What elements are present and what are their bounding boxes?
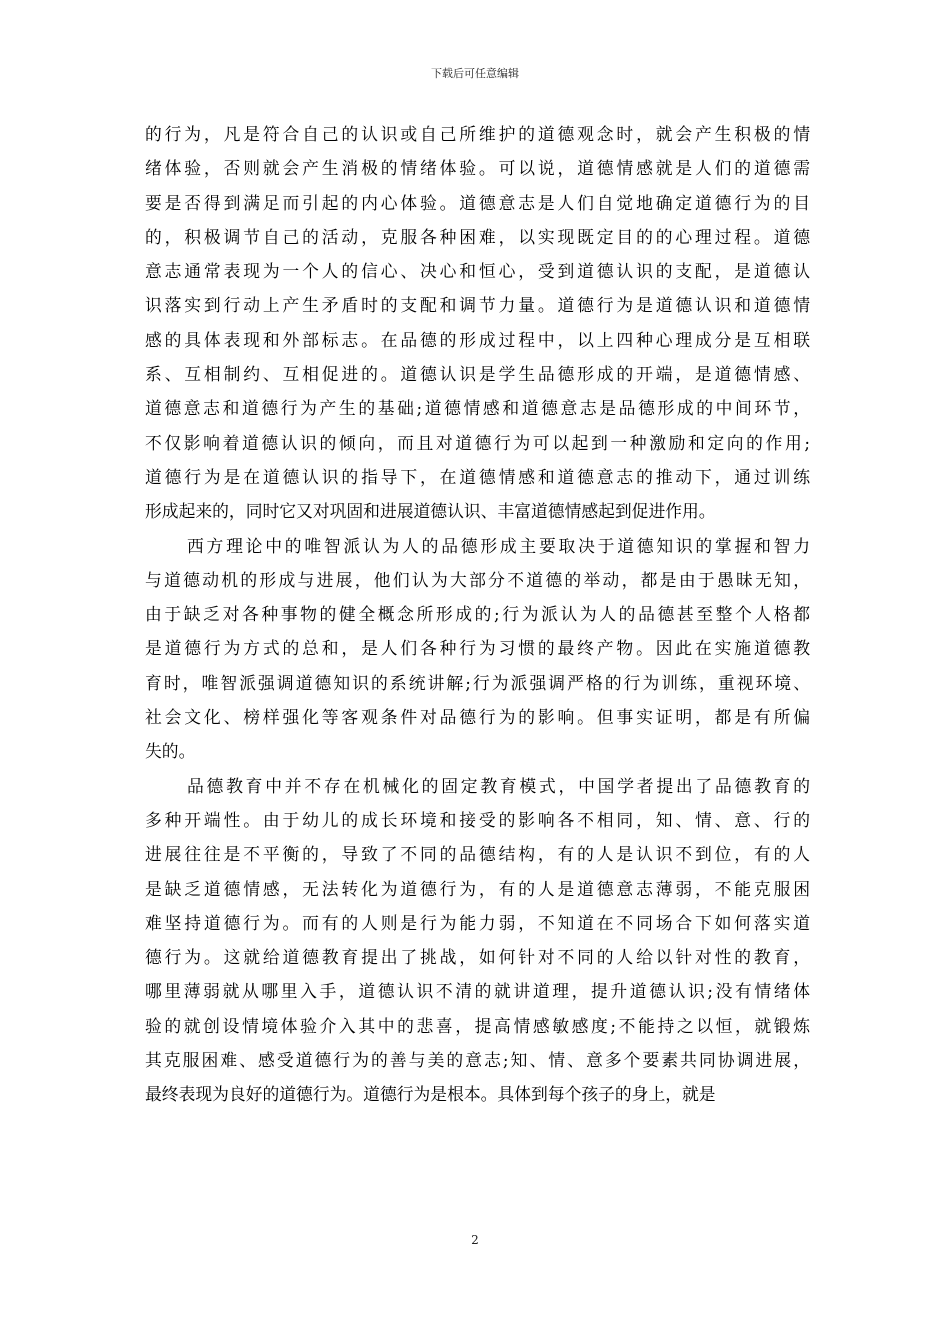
text-line: 由于缺乏对各种事物的健全概念所形成的;行为派认为人的品德甚至整个人格都 <box>145 604 810 625</box>
text-line: 社会文化、榜样强化等客观条件对品德行为的影响。但事实证明，都是有所偏 <box>145 707 810 728</box>
text-line: 不仅影响着道德认识的倾向，而且对道德行为可以起到一种激励和定向的作用; <box>145 432 810 453</box>
text-line: 难坚持道德行为。而有的人则是行为能力弱，不知道在不同场合下如何落实道 <box>145 912 810 933</box>
text-line: 其克服困难、感受道德行为的善与美的意志;知、情、意多个要素共同协调进展， <box>145 1050 810 1071</box>
text-line: 西方理论中的唯智派认为人的品德形成主要取决于道德知识的掌握和智力 <box>187 535 810 556</box>
text-line: 的，积极调节自己的活动，克服各种困难，以实现既定目的的心理过程。道德 <box>145 226 810 247</box>
paragraph <box>145 769 810 1112</box>
text-line: 与道德动机的形成与进展，他们认为大部分不道德的举动，都是由于愚昧无知， <box>145 569 810 590</box>
text-line: 最终表现为良好的道德行为。道德行为是根本。具体到每个孩子的身上，就是 <box>145 1084 716 1105</box>
text-line: 失的。 <box>145 741 196 762</box>
page-header: 下载后可任意编辑 <box>431 67 519 80</box>
paragraph <box>145 529 810 769</box>
text-line: 识落实到行动上产生矛盾时的支配和调节力量。道德行为是道德认识和道德情 <box>145 295 810 316</box>
text-line: 进展往往是不平衡的，导致了不同的品德结构，有的人是认识不到位，有的人 <box>145 844 810 865</box>
text-line: 品德教育中并不存在机械化的固定教育模式，中国学者提出了品德教育的 <box>187 775 810 796</box>
paragraph <box>145 117 810 529</box>
text-line: 德行为。这就给道德教育提出了挑战，如何针对不同的人给以针对性的教育， <box>145 947 810 968</box>
text-line: 多种开端性。由于幼儿的成长环境和接受的影响各不相同，知、情、意、行的 <box>145 809 810 830</box>
text-line: 绪体验，否则就会产生消极的情绪体验。可以说，道德情感就是人们的道德需 <box>145 158 810 179</box>
text-line: 感的具体表现和外部标志。在品德的形成过程中，以上四种心理成分是互相联 <box>145 329 810 350</box>
text-line: 形成起来的，同时它又对巩固和进展道德认识、丰富道德情感起到促进作用。 <box>145 501 716 522</box>
text-line: 是缺乏道德情感，无法转化为道德行为，有的人是道德意志薄弱，不能克服困 <box>145 878 810 899</box>
text-line: 验的就创设情境体验介入其中的悲喜，提高情感敏感度;不能持之以恒，就锻炼 <box>145 1015 810 1036</box>
text-line: 育时，唯智派强调道德知识的系统讲解;行为派强调严格的行为训练，重视环境、 <box>145 672 810 693</box>
text-line: 道德行为是在道德认识的指导下，在道德情感和道德意志的推动下，通过训练 <box>145 466 810 487</box>
document-body <box>145 117 810 1112</box>
text-line: 是道德行为方式的总和，是人们各种行为习惯的最终产物。因此在实施道德教 <box>145 638 810 659</box>
text-line: 的行为，凡是符合自己的认识或自己所维护的道德观念时，就会产生积极的情 <box>145 124 810 144</box>
text-line: 要是否得到满足而引起的内心体验。道德意志是人们自觉地确定道德行为的目 <box>145 192 810 213</box>
text-line: 哪里薄弱就从哪里入手，道德认识不清的就讲道理，提升道德认识;没有情绪体 <box>145 981 810 1002</box>
page-number: 2 <box>471 1233 479 1247</box>
text-line: 道德意志和道德行为产生的基础;道德情感和道德意志是品德形成的中间环节， <box>145 398 810 419</box>
text-line: 意志通常表现为一个人的信心、决心和恒心，受到道德认识的支配，是道德认 <box>145 261 810 282</box>
text-line: 系、互相制约、互相促进的。道德认识是学生品德形成的开端，是道德情感、 <box>145 364 810 385</box>
